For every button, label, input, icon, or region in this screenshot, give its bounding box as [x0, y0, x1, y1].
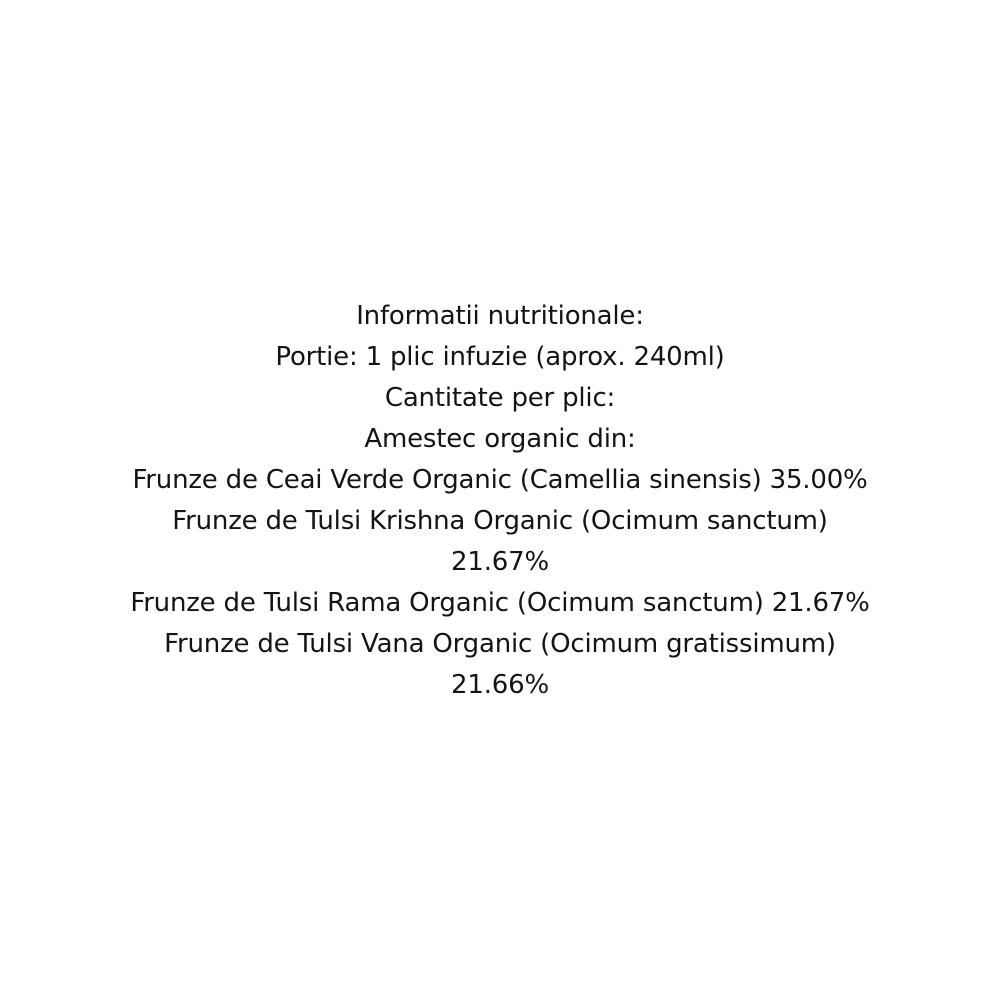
ingredient-tulsi-krishna: Frunze de Tulsi Krishna Organic (Ocimum sanctum) — [172, 506, 828, 536]
nutrition-info-block — [0, 296, 1000, 706]
blend-intro: Amestec organic din: — [364, 424, 636, 454]
ingredient-tulsi-krishna-percent: 21.67% — [451, 547, 549, 577]
ingredient-tulsi-vana: Frunze de Tulsi Vana Organic (Ocimum gratissimum) — [164, 629, 836, 659]
nutrition-heading: Informatii nutritionale: — [356, 301, 644, 331]
ingredient-tulsi-rama: Frunze de Tulsi Rama Organic (Ocimum sanctum) 21.67% — [130, 588, 870, 618]
amount-per-serving: Cantitate per plic: — [384, 383, 616, 413]
serving-size: Portie: 1 plic infuzie (aprox. 240ml) — [275, 342, 725, 372]
ingredient-tulsi-vana-percent: 21.66% — [451, 670, 549, 700]
ingredient-green-tea: Frunze de Ceai Verde Organic (Camellia sinensis) 35.00% — [132, 465, 868, 495]
